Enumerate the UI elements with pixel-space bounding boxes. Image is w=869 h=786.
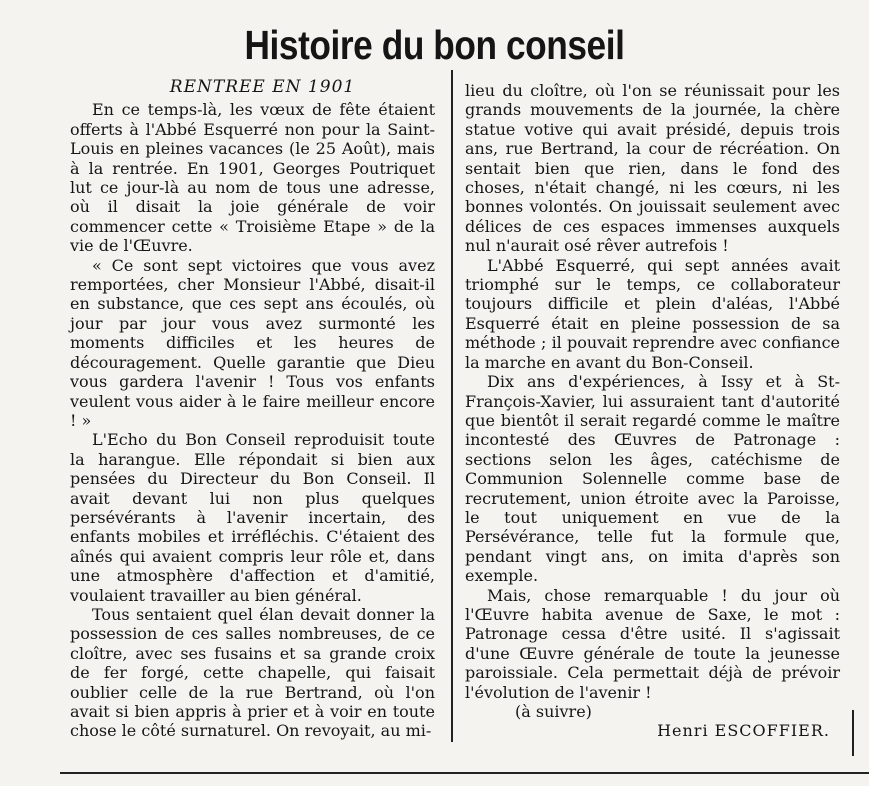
column-divider bbox=[451, 70, 453, 742]
to-be-continued: (à suivre) bbox=[515, 702, 592, 721]
paragraph: L'Abbé Esquerré, qui sept années avait triomphé sur le temps, ce collaborateur toujours difficile et plein d'aléas, l'Abbé Esquerré était en pleine possession de sa méthode ; il pouvait reprendre avec confiance la marche en avant du Bon-Conseil. bbox=[465, 255, 840, 372]
paragraph: Dix ans d'expériences, à Issy et à St-François-Xavier, lui assuraient tant d'autorité que bientôt il serait regardé comme le maître incontesté des Œuvres de Patronage : sections selon les âges, catéchisme de Communion Solennelle comme base de recrutement, union étroite avec la Paroisse, le tout uniquement en vue de la Persévérance, telle fut la formule que, pendant vingt ans, on imita d'après son exemple. bbox=[465, 372, 840, 586]
author-signature: Henri ESCOFFIER. bbox=[657, 721, 830, 741]
left-column bbox=[70, 78, 435, 741]
paragraph: Mais, chose remarquable ! du jour où l'Œuvre habita avenue de Saxe, le mot : Patronage cessa d'être usité. Il s'agissait d'une Œuvre générale de toute la jeunesse paroissiale. Cela permettait déjà de prévoir l'évolution de l'avenir ! bbox=[465, 585, 840, 702]
margin-rule bbox=[852, 710, 854, 756]
paragraph: En ce temps-là, les vœux de fête étaient offerts à l'Abbé Esquerré non pour la Saint-Louis en pleines vacances (le 25 Août), mais à la rentrée. En 1901, Georges Poutriquet lut ce jour-là au nom de tous une adresse, où il disait la joie générale de voir commencer cette « Troisième Etape » de la vie de l'Œuvre. bbox=[70, 100, 435, 256]
subheading: RENTREE EN 1901 bbox=[169, 77, 356, 97]
paragraph: L'Echo du Bon Conseil reproduisit toute la harangue. Elle répondait si bien aux pensées du Directeur du Bon Conseil. Il avait devant lui non plus quelques persévérants à l'avenir incertain, des enfants mobiles et irréfléchis. C'étaient des aînés qui avaient compris leur rôle et, dans une atmosphère d'affection et d'amitié, voulaient travailler au bien général. bbox=[70, 430, 435, 605]
article-title: Histoire du bon conseil bbox=[244, 22, 625, 68]
paragraph: « Ce sont sept victoires que vous avez remportées, cher Monsieur l'Abbé, disait-il en substance, que ces sept ans écoulés, où jour par jour vous avez surmonté les moments difficiles et les heures de découragement. Quelle garantie que Dieu vous gardera l'avenir ! Tous vos enfants veulent vous aider à le faire meilleur encore ! » bbox=[70, 255, 435, 430]
right-column bbox=[465, 81, 840, 741]
paragraph: lieu du cloître, où l'on se réunissait pour les grands mouvements de la journée, la chère statue votive qui avait présidé, depuis trois ans, rue Bertrand, la cour de récréation. On sentait bien que rien, dans le fond des choses, n'était changé, ni les cœurs, ni les bonnes volontés. On jouissait seulement avec délices de ces espaces immenses auxquels nul n'aurait osé rêver autrefois ! bbox=[465, 81, 840, 256]
bottom-rule bbox=[60, 772, 869, 774]
paragraph: Tous sentaient quel élan devait donner la possession de ces salles nombreuses, de ce cloître, avec ses fusains et sa grande croix de fer forgé, cette chapelle, qui faisait oublier celle de la rue Bertrand, où l'on avait si bien appris à prier et à voir en toute chose le côté surnaturel. On revoyait, au mi- bbox=[70, 604, 435, 741]
